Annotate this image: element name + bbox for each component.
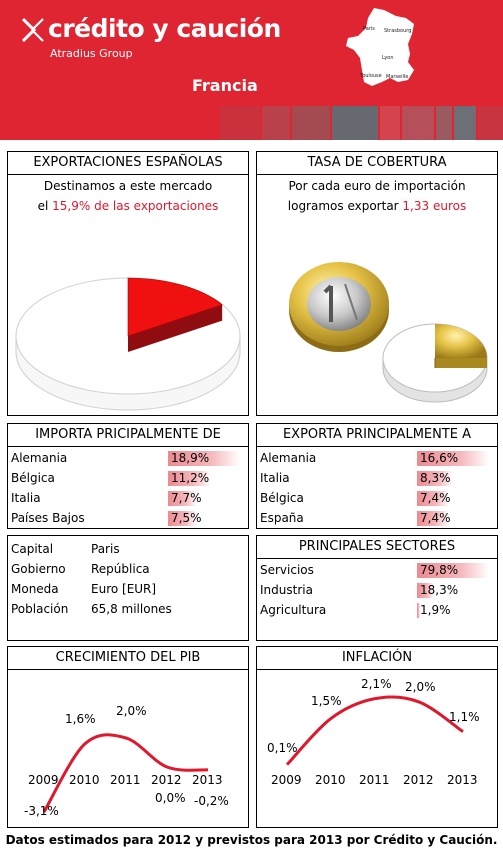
sector-value: 1,9% (420, 603, 451, 617)
gdp-x-tick-label: 2010 (69, 773, 100, 787)
inflation-data-label: 0,1% (267, 740, 298, 755)
header-stripe (380, 106, 400, 140)
exports-to-value: 16,6% (420, 451, 459, 465)
inflation-data-label: 2,0% (405, 679, 436, 694)
map-city-toulouse: Toulouse (360, 73, 382, 79)
coverage-line2 (257, 199, 497, 213)
exports-share-highlight: 15,9% de las exportaciones (52, 199, 219, 213)
sector-row (257, 580, 497, 600)
gdp-x-tick-label: 2009 (28, 773, 59, 787)
inflation-x-tick-label: 2012 (403, 773, 434, 787)
exports-title: EXPORTACIONES ESPAÑOLAS (8, 152, 248, 175)
imports-row (8, 468, 248, 488)
info-value: República (91, 562, 150, 576)
header-stripe (402, 106, 434, 140)
map-city-lyon: Lyon (382, 55, 394, 61)
sector-row (257, 560, 497, 580)
coverage-panel (256, 151, 498, 416)
gdp-data-label: -3,1% (24, 803, 59, 818)
inflation-data-label: 1,1% (449, 709, 480, 724)
imports-row (8, 508, 248, 528)
exports-to-label: Italia (260, 471, 290, 485)
imports-label: Alemania (11, 451, 68, 465)
coverage-line1: Por cada euro de importación (288, 179, 466, 193)
imports-panel (7, 423, 249, 529)
exports-to-title: EXPORTA PRINCIPALMENTE A (257, 424, 497, 447)
france-map-icon (344, 6, 422, 88)
header-stripe (262, 106, 290, 140)
map-city-paris: Paris (363, 26, 375, 32)
header-stripe (220, 106, 260, 140)
gdp-chart-panel (7, 646, 249, 828)
exports-to-value: 7,4% (420, 511, 451, 525)
sector-label: Servicios (260, 563, 314, 577)
sector-value: 18,3% (420, 583, 459, 597)
coverage-line2-prefix: logramos exportar (287, 199, 403, 213)
exports-panel (7, 151, 249, 416)
inflation-x-tick-label: 2009 (271, 773, 302, 787)
header-banner (0, 0, 503, 140)
exports-to-row (257, 488, 497, 508)
gdp-x-tick-label: 2011 (110, 773, 141, 787)
gdp-chart-title: CRECIMIENTO DEL PIB (8, 647, 248, 670)
imports-label: Italia (11, 491, 41, 505)
imports-label: Países Bajos (11, 511, 85, 525)
inflation-data-label: 2,1% (361, 676, 392, 691)
exports-to-row (257, 468, 497, 488)
euro-coin-icon (289, 262, 389, 352)
gdp-data-label: 1,6% (65, 711, 96, 726)
gdp-data-label: -0,2% (194, 793, 229, 808)
sectors-title: PRINCIPALES SECTORES (257, 536, 497, 559)
sector-row (257, 600, 497, 620)
imports-value: 11,2% (171, 471, 210, 485)
exports-line2 (8, 199, 248, 213)
inflation-x-tick-label: 2011 (359, 773, 390, 787)
gdp-data-label: 2,0% (116, 704, 147, 718)
logo-icon (22, 16, 44, 44)
exports-to-panel (256, 423, 498, 529)
info-key: Gobierno (11, 562, 66, 576)
exports-to-value: 8,3% (420, 471, 451, 485)
country-title: Francia (192, 76, 258, 95)
exports-to-value: 7,4% (420, 491, 451, 505)
gdp-line-chart (8, 670, 248, 827)
inflation-chart-title: INFLACIÓN (257, 647, 497, 670)
partial-euro-coin-icon (383, 324, 487, 402)
inflation-data-label: 1,5% (311, 694, 342, 709)
brand-subtitle: Atradius Group (50, 47, 133, 60)
info-value: Euro [EUR] (91, 582, 157, 596)
sector-label: Agricultura (260, 603, 327, 617)
exports-to-label: España (260, 511, 304, 525)
imports-row (8, 488, 248, 508)
exports-to-label: Alemania (260, 451, 317, 465)
inflation-chart-panel (256, 646, 498, 828)
country-info-panel (7, 535, 249, 641)
info-value: Paris (91, 542, 120, 556)
gdp-x-tick-label: 2012 (151, 773, 182, 787)
coverage-ratio-highlight: 1,33 euros (402, 199, 467, 213)
sector-value: 79,8% (420, 563, 459, 577)
header-stripe (292, 106, 330, 140)
exports-to-row (257, 508, 497, 528)
exports-line2-prefix: el (37, 199, 53, 213)
imports-label: Bélgica (11, 471, 55, 485)
inflation-line-chart (257, 670, 497, 827)
exports-to-row (257, 448, 497, 468)
imports-value: 18,9% (171, 451, 210, 465)
france-map (344, 6, 422, 88)
info-key: Moneda (11, 582, 59, 596)
imports-title: IMPORTA PRICIPALMENTE DE (8, 424, 248, 447)
imports-value: 7,7% (171, 491, 202, 505)
imports-row (8, 448, 248, 468)
footer-note: Datos estimados para 2012 y previstos para 2013 por Crédito y Caución. (5, 833, 498, 847)
info-key: Población (11, 602, 69, 616)
inflation-x-tick-label: 2013 (447, 773, 478, 787)
exports-line1: Destinamos a este mercado (43, 179, 213, 193)
brand-name: crédito y caución (48, 14, 281, 43)
map-city-marseille: Marseille (386, 74, 409, 80)
map-city-strasbourg: Strasbourg (384, 28, 412, 34)
inflation-x-tick-label: 2010 (315, 773, 346, 787)
gdp-x-tick-label: 2013 (192, 773, 223, 787)
exports-pie-chart (8, 224, 248, 412)
header-stripe (436, 106, 452, 140)
header-stripe (454, 106, 476, 140)
info-value: 65,8 millones (91, 602, 172, 616)
header-stripe (478, 106, 503, 140)
sectors-panel (256, 535, 498, 641)
header-stripe (332, 106, 378, 140)
sector-label: Industria (260, 583, 313, 597)
coverage-title: TASA DE COBERTURA (257, 152, 497, 175)
euro-coin-illustration (257, 224, 497, 412)
exports-to-label: Bélgica (260, 491, 304, 505)
imports-value: 7,5% (171, 511, 202, 525)
info-key: Capital (11, 542, 54, 556)
gdp-data-label: 0,0% (155, 791, 186, 805)
